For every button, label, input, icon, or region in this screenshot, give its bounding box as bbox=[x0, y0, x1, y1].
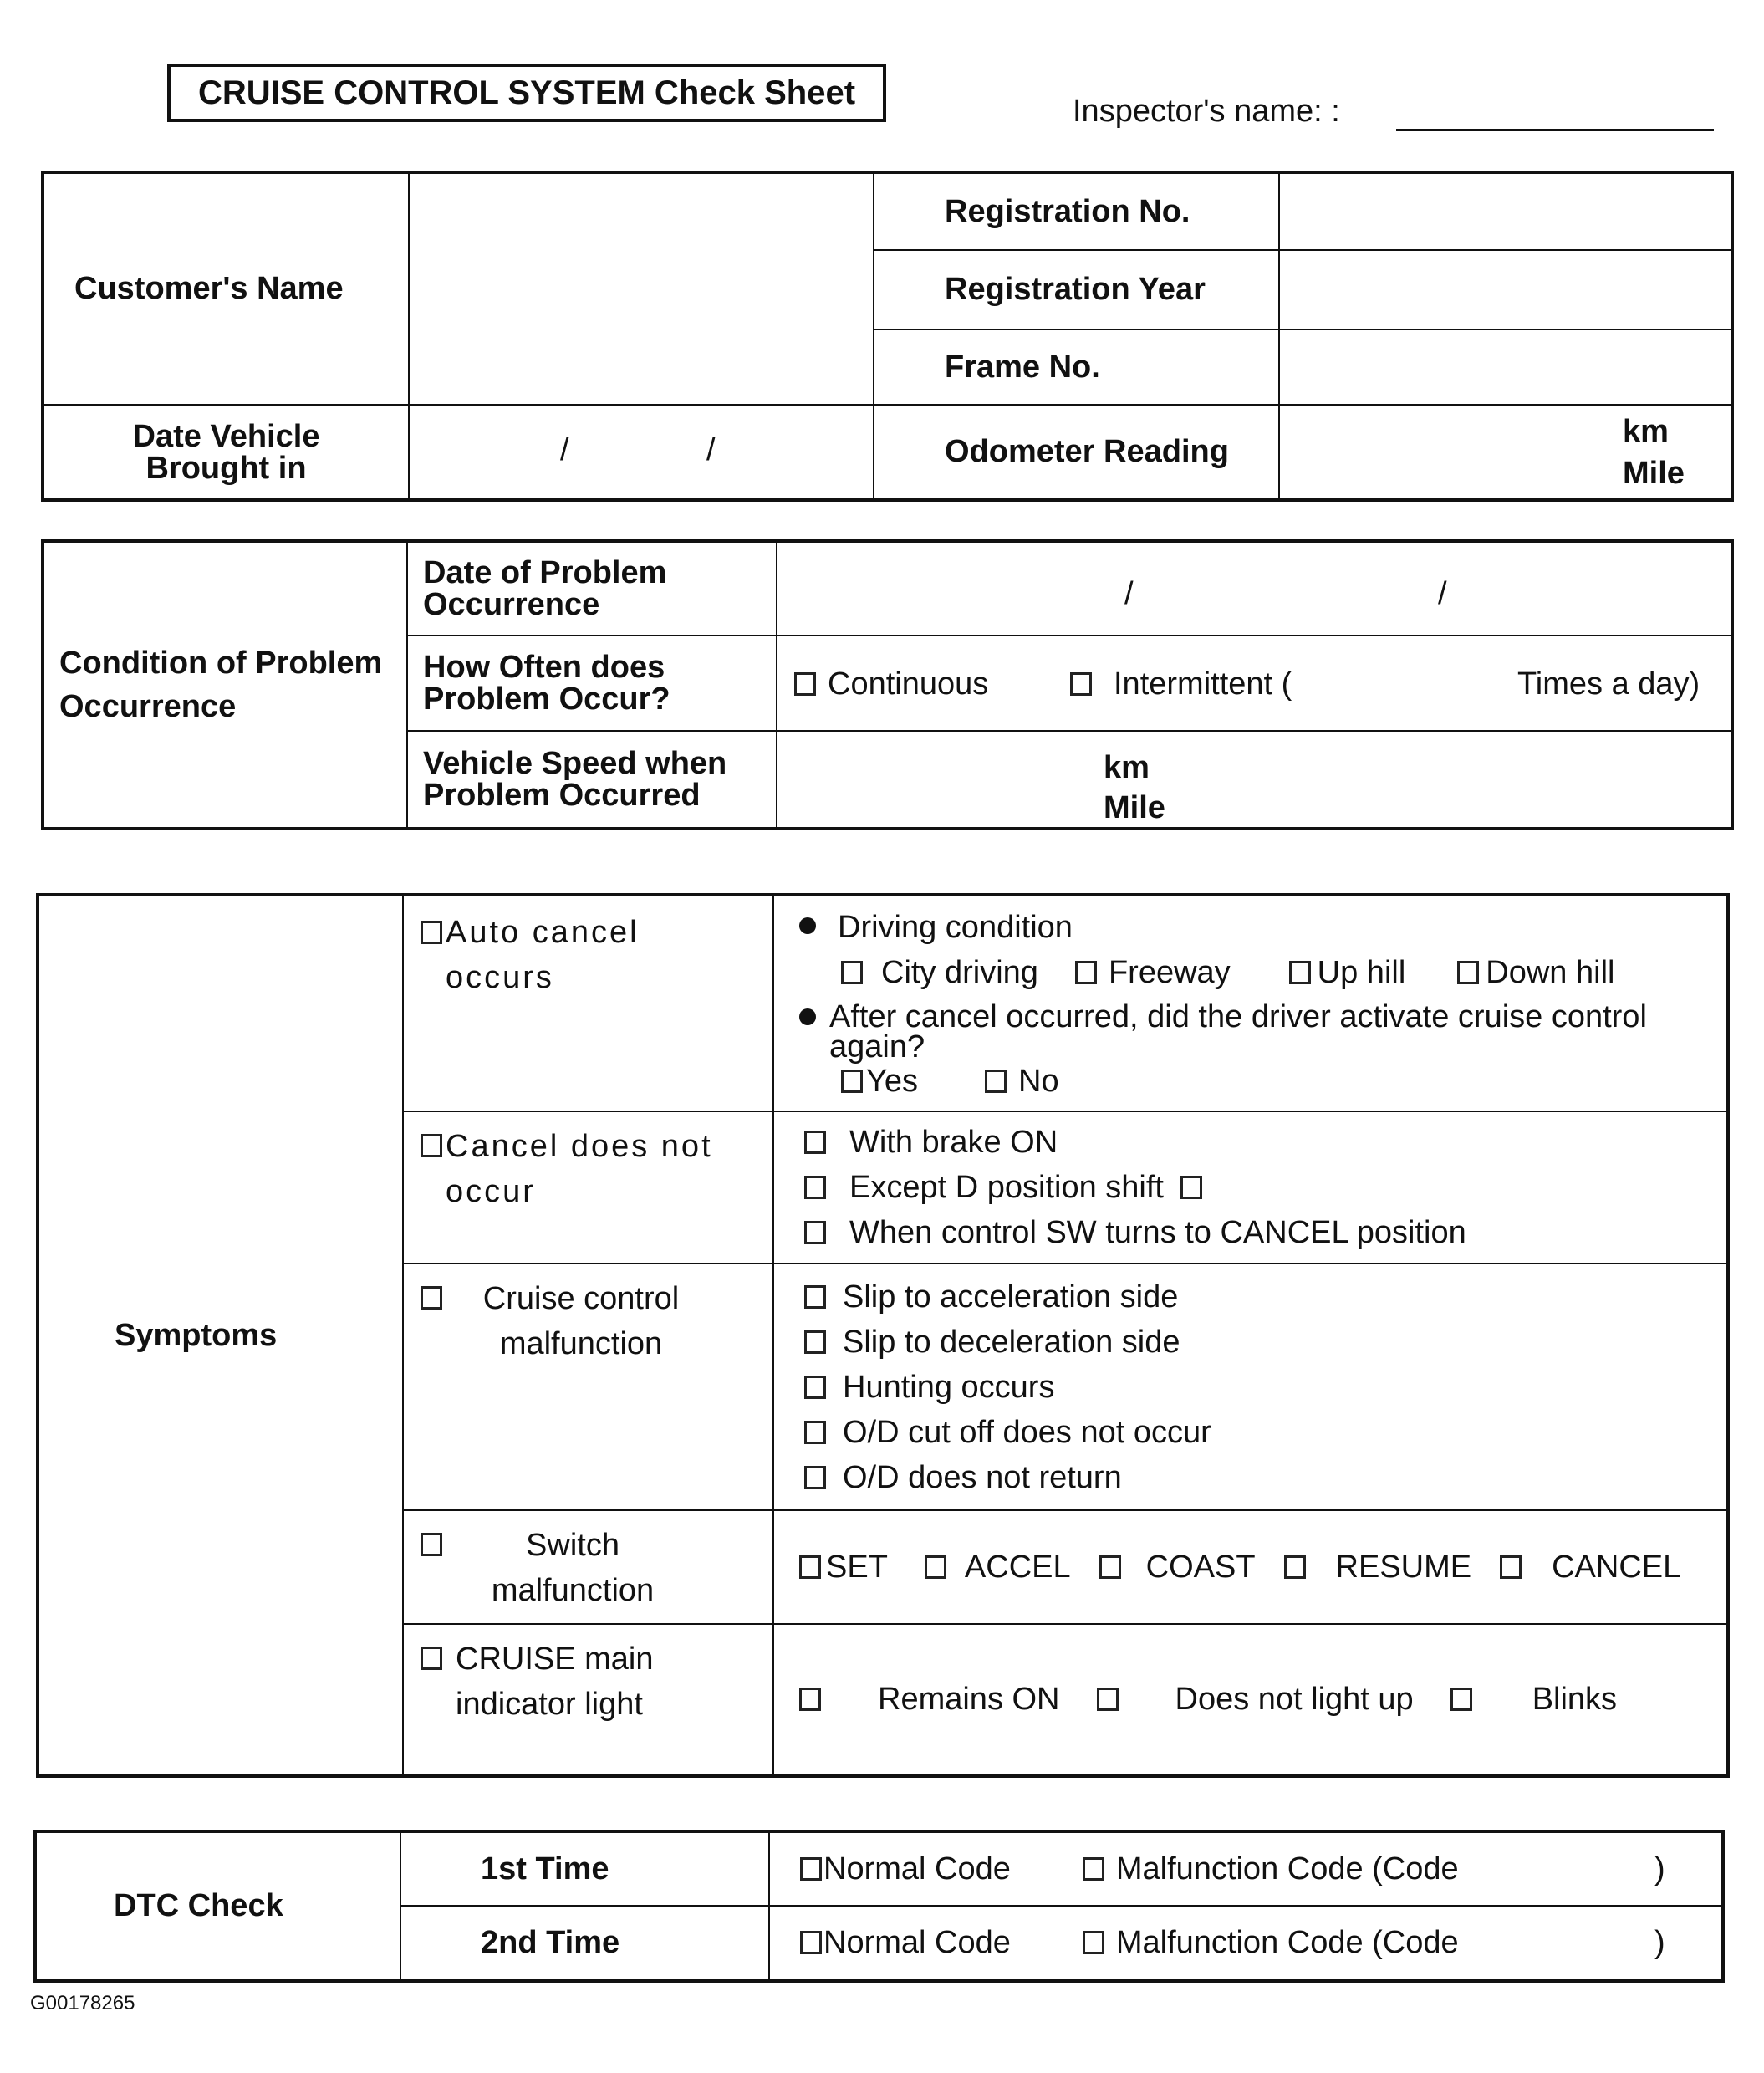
continuous-label: Continuous bbox=[828, 666, 989, 702]
dtc-row-options bbox=[769, 1831, 1723, 1906]
checkbox[interactable] bbox=[841, 961, 863, 984]
symptoms-table bbox=[36, 893, 1730, 1778]
up-hill-option[interactable]: Up hill bbox=[1289, 950, 1406, 995]
switch-set-option[interactable]: SET bbox=[799, 1550, 888, 1585]
checkbox[interactable] bbox=[841, 1070, 863, 1093]
unit-mile: Mile bbox=[1104, 790, 1165, 825]
checkbox[interactable] bbox=[804, 1176, 826, 1199]
checkbox[interactable] bbox=[794, 672, 816, 696]
intermittent-option[interactable] bbox=[1070, 666, 1292, 702]
customer-name-field[interactable] bbox=[409, 172, 874, 405]
normal-code-option[interactable]: Normal Code bbox=[800, 1851, 1011, 1887]
checkbox[interactable] bbox=[800, 1931, 822, 1954]
bullet-icon bbox=[799, 917, 816, 934]
date-separator: / bbox=[706, 432, 716, 467]
date-brought-in-label: Date Vehicle Brought in bbox=[43, 405, 409, 500]
how-often-label: How Often does Problem Occur? bbox=[407, 636, 777, 731]
malfunction-item[interactable]: Slip to acceleration side bbox=[804, 1274, 1726, 1320]
cancel-not-occur-details bbox=[773, 1111, 1728, 1264]
intermittent-label: Intermittent ( bbox=[1114, 666, 1292, 702]
malfunction-item[interactable]: Hunting occurs bbox=[804, 1365, 1726, 1410]
checkbox[interactable] bbox=[421, 1286, 442, 1310]
inspector-label: Inspector's name: : bbox=[1073, 94, 1340, 129]
normal-code-option[interactable]: Normal Code bbox=[800, 1925, 1011, 1961]
condition-header: Condition of Problem Occurrence bbox=[43, 541, 407, 829]
date-brought-in-field[interactable] bbox=[409, 405, 874, 500]
malfunction-option[interactable] bbox=[403, 1264, 773, 1510]
checkbox[interactable] bbox=[804, 1376, 826, 1399]
vehicle-speed-label: Vehicle Speed when Problem Occurred bbox=[407, 731, 777, 829]
malfunction-label: Cruise control malfunction bbox=[482, 1281, 680, 1361]
with-brake-on-option[interactable]: With brake ON bbox=[804, 1120, 1726, 1165]
down-hill-option[interactable]: Down hill bbox=[1457, 950, 1614, 995]
checkbox[interactable] bbox=[1075, 961, 1097, 984]
checkbox[interactable] bbox=[1180, 1176, 1202, 1199]
checkbox[interactable] bbox=[799, 1555, 821, 1579]
date-separator: / bbox=[1124, 576, 1134, 611]
dtc-row-label: 2nd Time bbox=[400, 1906, 769, 1981]
malfunction-code-option[interactable]: Malfunction Code (Code bbox=[1083, 1851, 1459, 1887]
registration-no-label: Registration No. bbox=[874, 172, 1279, 250]
remains-on-option[interactable]: Remains ON bbox=[799, 1682, 1060, 1718]
date-separator: / bbox=[1438, 576, 1447, 611]
checkbox[interactable] bbox=[925, 1555, 946, 1579]
cancel-position-option[interactable]: When control SW turns to CANCEL position bbox=[804, 1210, 1726, 1255]
close-paren: ) bbox=[1654, 1851, 1665, 1887]
checkbox[interactable] bbox=[804, 1221, 826, 1244]
cancel-not-occur-label: Cancel does not occur bbox=[446, 1129, 713, 1209]
inspector-name-field[interactable] bbox=[1396, 125, 1714, 131]
auto-cancel-details bbox=[773, 895, 1728, 1111]
city-driving-option[interactable]: City driving bbox=[841, 950, 1038, 995]
sheet-title: CRUISE CONTROL SYSTEM Check Sheet bbox=[167, 64, 886, 122]
how-often-field bbox=[777, 636, 1732, 731]
switch-coast-option[interactable]: COAST bbox=[1099, 1550, 1256, 1585]
switch-option[interactable] bbox=[403, 1510, 773, 1624]
customer-name-label: Customer's Name bbox=[43, 172, 409, 405]
odometer-field[interactable] bbox=[1279, 405, 1732, 500]
frame-no-field[interactable] bbox=[1279, 329, 1732, 405]
checkbox[interactable] bbox=[1083, 1857, 1104, 1881]
indicator-details bbox=[773, 1624, 1728, 1776]
auto-cancel-label: Auto cancel occurs bbox=[446, 915, 640, 995]
switch-details bbox=[773, 1510, 1728, 1624]
checkbox[interactable] bbox=[1284, 1555, 1306, 1579]
checkbox[interactable] bbox=[800, 1857, 822, 1881]
dtc-row-label: 1st Time bbox=[400, 1831, 769, 1906]
close-paren: ) bbox=[1654, 1925, 1665, 1960]
date-of-problem-label: Date of Problem Occurrence bbox=[407, 541, 777, 636]
registration-no-field[interactable] bbox=[1279, 172, 1732, 250]
dtc-table bbox=[33, 1830, 1725, 1983]
checkbox[interactable] bbox=[804, 1466, 826, 1489]
checkbox[interactable] bbox=[421, 1134, 442, 1157]
checkbox[interactable] bbox=[1450, 1688, 1472, 1711]
malfunction-item[interactable]: O/D cut off does not occur bbox=[804, 1410, 1726, 1455]
cancel-not-occur-option[interactable] bbox=[403, 1111, 773, 1264]
times-a-day-label: Times a day) bbox=[1517, 666, 1700, 702]
blinks-option[interactable]: Blinks bbox=[1450, 1682, 1617, 1718]
does-not-light-option[interactable]: Does not light up bbox=[1097, 1682, 1414, 1718]
checkbox[interactable] bbox=[804, 1421, 826, 1444]
condition-table bbox=[41, 539, 1734, 830]
unit-km: km bbox=[1623, 414, 1669, 449]
checkbox[interactable] bbox=[421, 921, 442, 944]
cancel-question: After cancel occurred, did the driver activate cruise control again? bbox=[829, 999, 1647, 1065]
dtc-row-options bbox=[769, 1906, 1723, 1981]
unit-mile: Mile bbox=[1623, 456, 1685, 491]
date-separator: / bbox=[560, 432, 569, 467]
odometer-label: Odometer Reading bbox=[874, 405, 1279, 500]
except-d-shift-option[interactable]: Except D position shift bbox=[804, 1165, 1726, 1210]
unit-km: km bbox=[1104, 750, 1150, 785]
frame-no-label: Frame No. bbox=[874, 329, 1279, 405]
auto-cancel-option[interactable] bbox=[403, 895, 773, 1111]
indicator-option[interactable] bbox=[403, 1624, 773, 1776]
switch-accel-option[interactable]: ACCEL bbox=[925, 1550, 1071, 1585]
malfunction-code-option[interactable]: Malfunction Code (Code bbox=[1083, 1925, 1459, 1961]
bullet-icon bbox=[799, 1008, 816, 1025]
switch-resume-option[interactable]: RESUME bbox=[1284, 1550, 1472, 1585]
symptoms-header: Symptoms bbox=[38, 895, 403, 1776]
figure-id: G00178265 bbox=[30, 1992, 135, 2014]
checkbox[interactable] bbox=[804, 1330, 826, 1354]
vehicle-info-table bbox=[41, 171, 1734, 502]
date-of-problem-field[interactable] bbox=[777, 541, 1732, 636]
checkbox[interactable] bbox=[1099, 1555, 1121, 1579]
registration-year-label: Registration Year bbox=[874, 250, 1279, 329]
checkbox[interactable] bbox=[1097, 1688, 1119, 1711]
malfunction-item[interactable]: O/D does not return bbox=[804, 1455, 1726, 1500]
checkbox[interactable] bbox=[804, 1131, 826, 1154]
switch-label: Switch malfunction bbox=[491, 1528, 655, 1608]
checkbox[interactable] bbox=[421, 1647, 442, 1670]
checkbox[interactable] bbox=[1070, 672, 1092, 696]
checkbox[interactable] bbox=[1500, 1555, 1522, 1579]
vehicle-speed-field[interactable] bbox=[777, 731, 1732, 829]
driving-condition-label: Driving condition bbox=[838, 910, 1073, 945]
no-option[interactable]: No bbox=[985, 1062, 1059, 1100]
indicator-label: CRUISE main indicator light bbox=[456, 1642, 654, 1722]
checkbox[interactable] bbox=[1289, 961, 1311, 984]
switch-cancel-option[interactable]: CANCEL bbox=[1500, 1550, 1680, 1585]
checkbox[interactable] bbox=[421, 1533, 442, 1556]
yes-option[interactable]: Yes bbox=[841, 1062, 918, 1100]
checkbox[interactable] bbox=[804, 1285, 826, 1309]
malfunction-item[interactable]: Slip to deceleration side bbox=[804, 1320, 1726, 1365]
freeway-option[interactable]: Freeway bbox=[1075, 950, 1231, 995]
checkbox[interactable] bbox=[1083, 1931, 1104, 1954]
checkbox[interactable] bbox=[1457, 961, 1479, 984]
registration-year-field[interactable] bbox=[1279, 250, 1732, 329]
checkbox[interactable] bbox=[985, 1070, 1007, 1093]
checkbox[interactable] bbox=[799, 1688, 821, 1711]
continuous-option[interactable] bbox=[794, 666, 988, 702]
dtc-header: DTC Check bbox=[35, 1831, 400, 1981]
malfunction-details bbox=[773, 1264, 1728, 1510]
